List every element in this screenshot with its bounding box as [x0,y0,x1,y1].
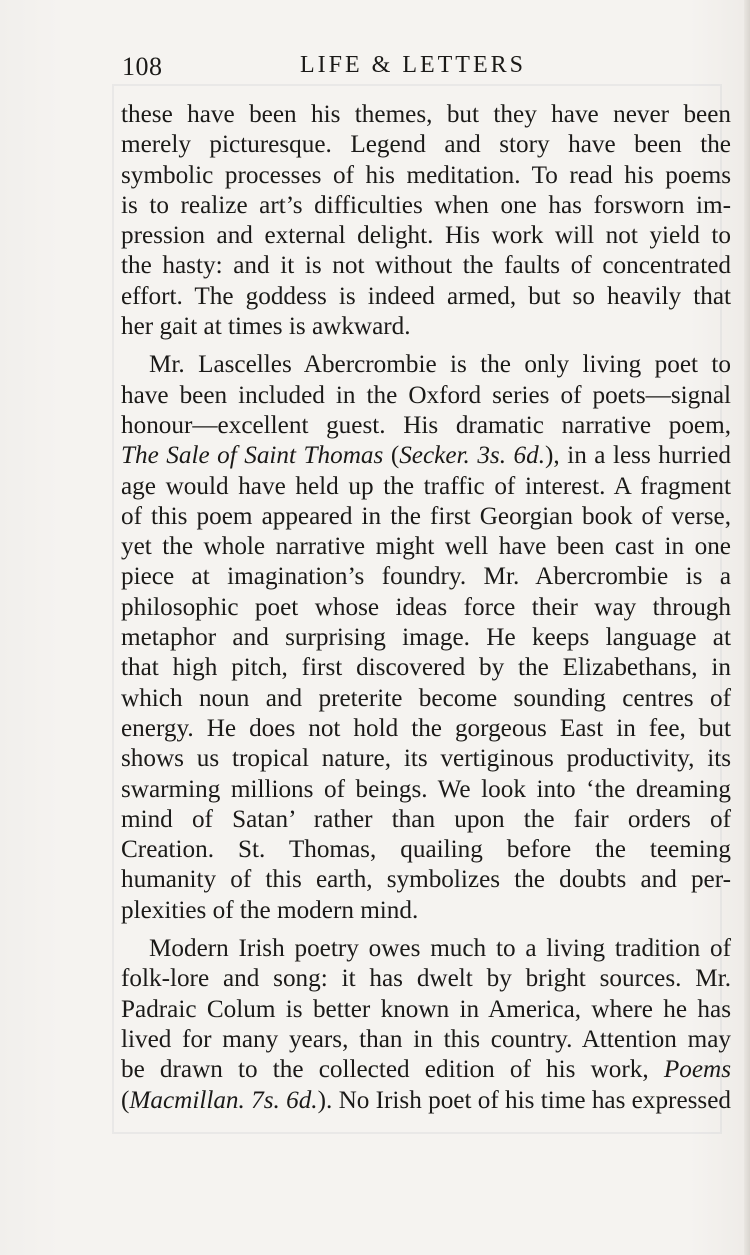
text-line-with-citation: (Macmillan. 7s. 6d.). No Irish poet of his time has expressed [121,1086,731,1114]
text-line: folk-lore and song: it has dwelt by bright sources. Mr. [121,965,731,993]
text-segment: ). No Irish poet of his time has expressed [317,1086,731,1114]
text-segment: be drawn to the collected edition of his work, [121,1056,664,1084]
text-line: philosophic poet whose ideas force their way through [121,593,731,621]
text-line: is to realize art’s difficulties when one has forsworn im- [121,191,731,219]
text-line: humanity of this earth, symbolizes the doubts and per- [121,866,731,894]
text-line: swarming millions of beings. We look into ‘the dreaming [121,775,731,803]
text-line: metaphor and surprising image. He keeps language at [121,624,731,652]
text-line: Modern Irish poetry owes much to a living tradition of [149,935,731,963]
text-line: effort. The goddess is indeed armed, but so heavily that [121,282,731,310]
text-line: Padraic Colum is better known in America, where he has [121,995,731,1023]
text-line: which noun and preterite become sounding centres of [121,684,731,712]
text-line-with-citation: The Sale of Saint Thomas (Secker. 3s. 6d.), in a less hurried [121,442,731,470]
text-line: of this poem appeared in the first Georgian book of verse, [121,502,731,530]
text-line: lived for many years, than in this country. Attention may [121,1025,731,1053]
text-line: that high pitch, first discovered by the Elizabethans, in [121,654,731,682]
body-text [121,100,731,1116]
text-segment: ), in a less hurried [545,442,731,470]
text-line: yet the whole narrative might well have been cast in one [121,533,731,561]
publisher-citation: Secker. 3s. 6d. [399,442,546,470]
page-edge [744,0,750,1255]
book-title: The Sale of Saint Thomas [121,442,384,470]
text-line: symbolic processes of his meditation. To read his poems [121,161,731,189]
text-line: merely picturesque. Legend and story have been the [121,131,731,159]
text-line: piece at imagination’s foundry. Mr. Abercrombie is a [121,563,731,591]
text-line-with-citation [121,1055,731,1085]
book-title: Poems [663,1056,731,1084]
text-line: pression and external delight. His work will not yield to [121,222,731,250]
text-line: Mr. Lascelles Abercrombie is the only living poet to [149,351,731,379]
text-line: her gait at times is awkward. [121,313,411,341]
text-line: these have been his themes, but they have never been [121,101,731,128]
text-line: shows us tropical nature, its vertiginous productivity, its [121,745,731,773]
text-line: Creation. St. Thomas, quailing before the teeming [121,836,731,864]
paragraph-gap [121,342,731,350]
text-line: the hasty: and it is not without the faults of concentrated [121,252,731,280]
text-line: honour—excellent guest. His dramatic narrative poem, [121,411,731,439]
page-header [122,52,732,84]
page-number: 108 [122,52,163,81]
publisher-citation: Macmillan. 7s. 6d. [129,1086,318,1114]
paragraph-gap [121,926,731,934]
text-line: plexities of the modern mind. [121,896,419,924]
text-line: age would have held up the traffic of interest. A fragment [121,472,731,500]
text-line: have been included in the Oxford series of poets—signal [121,381,731,409]
running-head: LIFE & LETTERS [300,52,526,78]
text-line: mind of Satan’ rather than upon the fair orders of [121,805,731,833]
text-line: energy. He does not hold the gorgeous East in fee, but [121,714,731,742]
